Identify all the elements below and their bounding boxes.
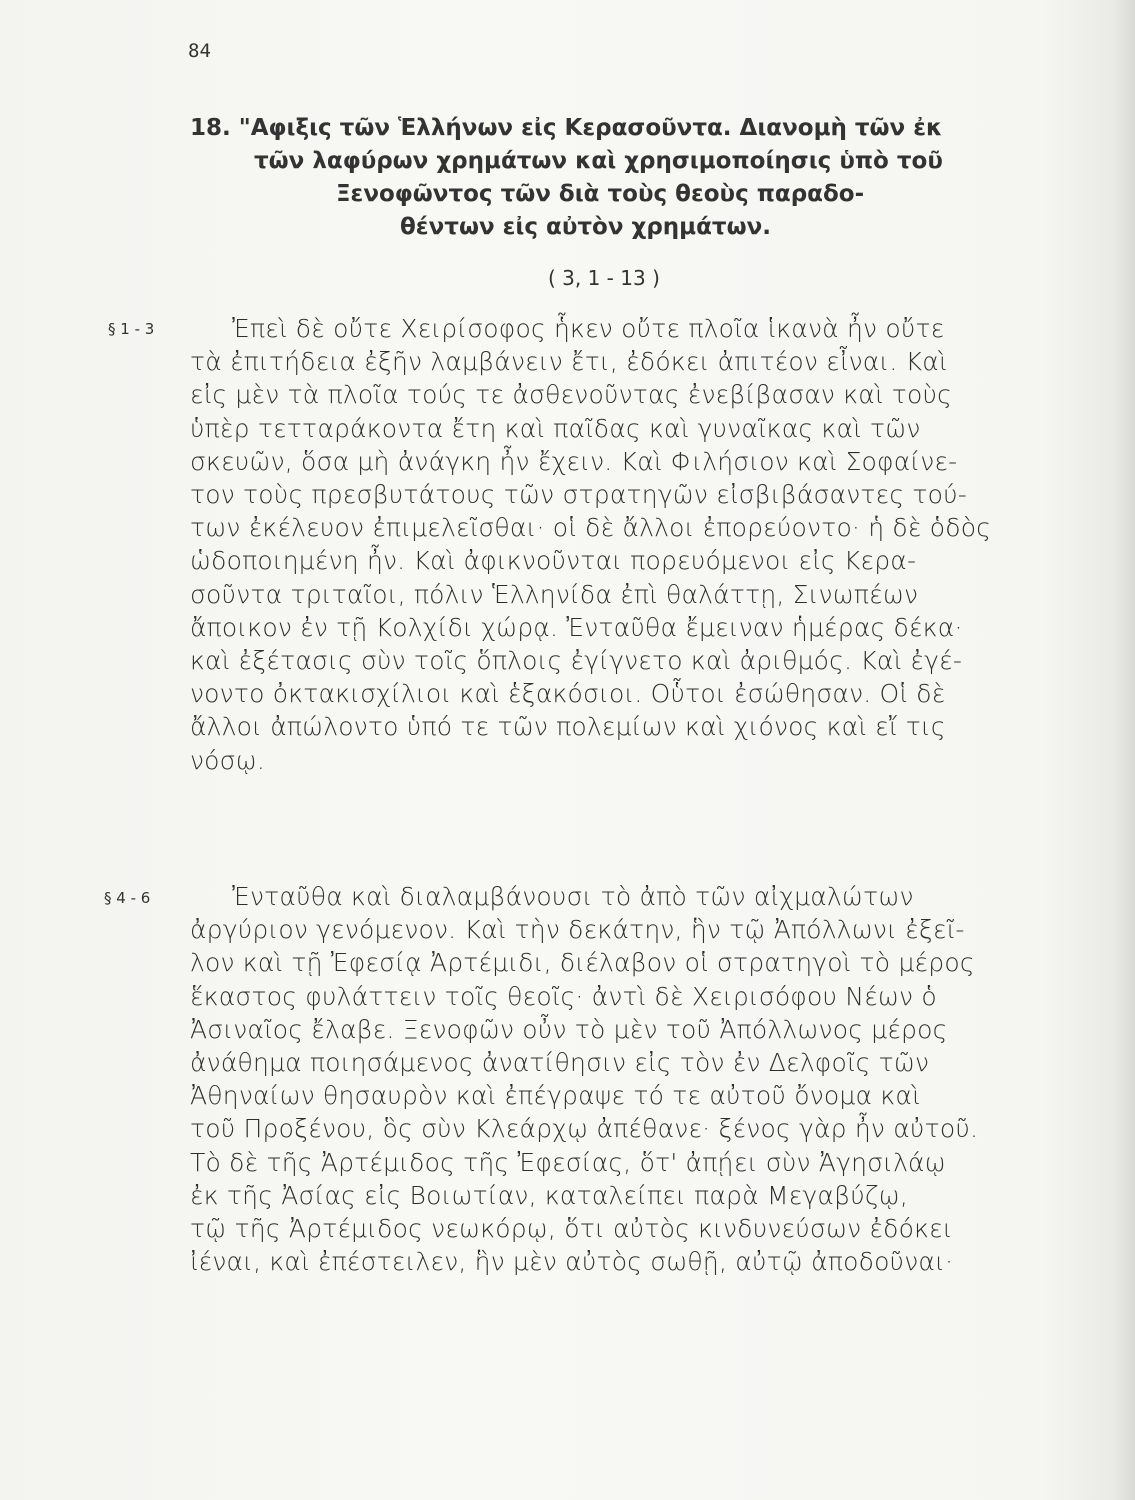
text-line: ἀργύριον γενόμενον. Καὶ τὴν δεκάτην, ἣν τῷ Ἀπόλλωνι ἐξεῖ- [190, 915, 965, 945]
text-line: ἕκαστος φυλάττειν τοῖς θεοῖς· ἀντὶ δὲ Χειρισόφου Νέων ὁ [190, 981, 937, 1011]
text-line: τὰ ἐπιτήδεια ἐξῆν λαμβάνειν ἔτι, ἐδόκει ἀπιτέον εἶναι. Καὶ [190, 347, 948, 377]
text-line: Τὸ δὲ τῆς Ἀρτέμιδος τῆς Ἐφεσίας, ὅτ' ἀπῄει σὺν Ἀγησιλάῳ [190, 1147, 946, 1177]
heading-line: Ξενοφῶντος τῶν διὰ τοὺς θεοὺς παραδο- [336, 181, 865, 207]
text-line: σοῦντα τριταῖοι, πόλιν Ἑλληνίδα ἐπὶ θαλάττῃ, Σινωπέων [190, 579, 919, 609]
text-line: νοντο ὀκτακισχίλιοι καὶ ἑξακόσιοι. Οὗτοι ἐσώθησαν. Οἱ δὲ [190, 679, 946, 709]
text-line: Ἀσιναῖος ἔλαβε. Ξενοφῶν οὖν τὸ μὲν τοῦ Ἀπόλλωνος μέρος [190, 1014, 948, 1044]
text-line: των ἐκέλευον ἐπιμελεῖσθαι· οἱ δὲ ἄλλοι ἐπορεύοντο· ἡ δὲ ὁδὸς [190, 513, 992, 543]
text-line: εἰς μὲν τὰ πλοῖα τούς τε ἀσθενοῦντας ἐνεβίβασαν καὶ τοὺς [190, 380, 953, 410]
passage-reference: ( 3, 1 - 13 ) [548, 266, 660, 290]
text-line: νόσῳ. [190, 745, 265, 775]
text-line: τῷ τῆς Ἀρτέμιδος νεωκόρῳ, ὅτι αὐτὸς κινδυνεύσων ἐδόκει [190, 1214, 953, 1244]
text-line: λον καὶ τῇ Ἐφεσίᾳ Ἀρτέμιδι, διέλαβον οἱ στρατηγοὶ τὸ μέρος [190, 948, 975, 978]
text-line: Ἐπεὶ δὲ οὔτε Χειρίσοφος ἧκεν οὔτε πλοῖα ἱκανὰ ἦν οὔτε [232, 314, 945, 343]
heading-line: τῶν λαφύρων χρημάτων καὶ χρησιμοποίησις ὑπὸ τοῦ [254, 148, 943, 174]
text-line: τοῦ Προξένου, ὃς σὺν Κλεάρχῳ ἀπέθανε· ξένος γὰρ ἦν αὐτοῦ. [190, 1114, 979, 1144]
text-line: ἄλλοι ἀπώλοντο ὑπό τε τῶν πολεμίων καὶ χιόνος καὶ εἴ τις [190, 712, 946, 742]
paragraph [190, 312, 1040, 777]
text-line: ἄποικον ἐν τῇ Κολχίδι χώρᾳ. Ἐνταῦθα ἔμειναν ἡμέρας δέκα· [190, 612, 963, 642]
heading-line: 18. "Αφιξις τῶν Ἑλλήνων εἰς Κερασοῦντα. Διανομὴ τῶν ἐκ [190, 115, 943, 141]
section-mark: § 1 - 3 [108, 320, 155, 338]
text-line: ὑπὲρ τετταράκοντα ἔτη καὶ παῖδας καὶ γυναῖκας καὶ τῶν [190, 413, 921, 443]
chapter-heading [190, 112, 1050, 244]
text-line: ὡδοποιημένη ἦν. Καὶ ἀφικνοῦνται πορευόμενοι εἰς Κερα- [190, 546, 917, 576]
text-line: σκευῶν, ὅσα μὴ ἀνάγκη ἦν ἔχειν. Καὶ Φιλήσιον καὶ Σοφαίνε- [190, 446, 958, 476]
paragraph [190, 880, 1040, 1278]
heading-line: θέντων εἰς αὐτὸν χρημάτων. [400, 214, 771, 240]
text-line: ἰέναι, καὶ ἐπέστειλεν, ἣν μὲν αὐτὸς σωθῇ, αὐτῷ ἀποδοῦναι· [190, 1247, 954, 1277]
text-line: ἀνάθημα ποιησάμενος ἀνατίθησιν εἰς τὸν ἐν Δελφοῖς τῶν [190, 1048, 930, 1078]
text-line: τον τοὺς πρεσβυτάτους τῶν στρατηγῶν εἰσβιβάσαντες τού- [190, 480, 968, 510]
text-line: Ἐνταῦθα καὶ διαλαμβάνουσι τὸ ἀπὸ τῶν αἰχμαλώτων [232, 882, 914, 911]
text-line: ἐκ τῆς Ἀσίας εἰς Βοιωτίαν, καταλείπει παρὰ Μεγαβύζῳ, [190, 1180, 909, 1210]
text-line: Ἀθηναίων θησαυρὸν καὶ ἐπέγραψε τό τε αὐτοῦ ὄνομα καὶ [190, 1081, 921, 1111]
page-number: 84 [188, 40, 211, 62]
page-edge-shadow [1113, 0, 1135, 1500]
text-line: καὶ ἐξέτασις σὺν τοῖς ὅπλοις ἐγίγνετο καὶ ἀριθμός. Καὶ ἐγέ- [190, 646, 963, 676]
section-mark: § 4 - 6 [104, 889, 151, 907]
